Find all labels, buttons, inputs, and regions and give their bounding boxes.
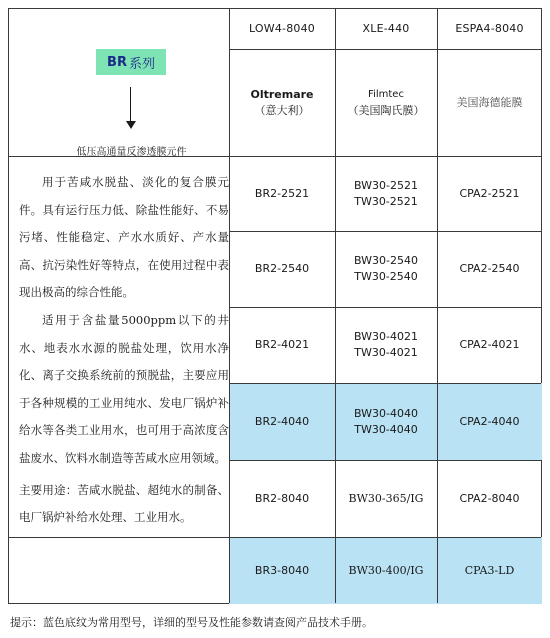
brand-origin: （意大利） [254,103,310,117]
comparison-table [8,8,542,604]
model-name: TW30-2540 [354,270,418,283]
brand-name: Oltremare [250,87,314,101]
series-description: 低压高通量反渗透膜元件 [76,147,187,158]
footnote: 提示：蓝色底纹为常用型号，详细的型号及性能参数请查阅产品技术手册。 [10,616,373,629]
column-header-oltremare: LOW4-8040 [248,22,316,35]
model-name: BW30-2521 [354,178,418,192]
series-label: 系列 [128,56,155,72]
brand-cell-filmtec [335,49,437,156]
model-cell-br: BR3-8040 [254,563,310,577]
model-cell-filmtec [335,307,437,383]
arrow-head-icon [126,121,136,129]
brand-origin: （美国陶氏膜） [347,103,425,117]
description-paragraph: 主要用途：苦咸水脱盐、超纯水的制备、电厂锅炉补给水处理、工业用水。 [19,482,229,525]
model-cell-hydranautics: CPA3-LD [464,563,515,577]
series-tag [96,49,166,75]
model-cell-br: BR2-4040 [254,414,310,428]
model-name: TW30-2521 [354,194,418,208]
model-name: TW30-4021 [354,346,418,359]
brand-cell-hydranautics [437,49,542,156]
model-cell-br: BR2-2521 [254,186,310,200]
model-name: BW30-400/IG [348,563,424,577]
model-cell-br: BR2-8040 [254,491,310,505]
model-cell-hydranautics: CPA2-4040 [459,414,520,428]
brand-name: Filmtec [368,88,404,100]
series-code: BR [107,54,127,70]
column-header-hydranautics: ESPA4-8040 [455,22,524,35]
model-cell-hydranautics: CPA2-2521 [459,186,520,200]
model-name: BW30-2540 [354,254,418,267]
model-cell-filmtec [335,460,437,537]
model-cell-br: BR2-2540 [254,262,310,275]
product-description [19,169,229,532]
model-cell-hydranautics: CPA2-2540 [459,262,520,275]
description-paragraph: 用于苦咸水脱盐、淡化的复合膜元件。具有运行压力低、除盐性能好、不易污堵、性能稳定、产水水质好、产水量高、抗污染性好等特点，在使用过程中表现出极高的综合性能。 [19,175,229,300]
model-cell-filmtec [335,156,437,231]
model-cell-filmtec [335,383,437,460]
description-paragraph: 适用于含盐量5000ppm以下的井水、地表水水源的脱盐处理，饮用水净化、离子交换系统前的预脱盐，主要应用于各种规模的工业用纯水、发电厂锅炉补给水等各类工业用水，也可用于高浓度含盐废水、饮料水制造等苦咸水应用领域。 [19,312,229,465]
down-arrow-icon [130,87,131,123]
column-header-filmtec: XLE-440 [362,22,410,35]
model-name: BW30-4021 [354,330,418,343]
brand-cell-oltremare [229,49,335,156]
model-name: BW30-365/IG [348,491,424,505]
model-name: TW30-4040 [354,422,418,436]
model-cell-filmtec [335,537,437,604]
model-cell-hydranautics: CPA2-4021 [459,338,520,351]
model-cell-filmtec [335,231,437,307]
brand-name: 美国海德能膜 [456,95,523,109]
model-cell-hydranautics: CPA2-8040 [459,491,520,505]
model-cell-br: BR2-4021 [254,338,310,351]
model-name: BW30-4040 [354,406,418,420]
